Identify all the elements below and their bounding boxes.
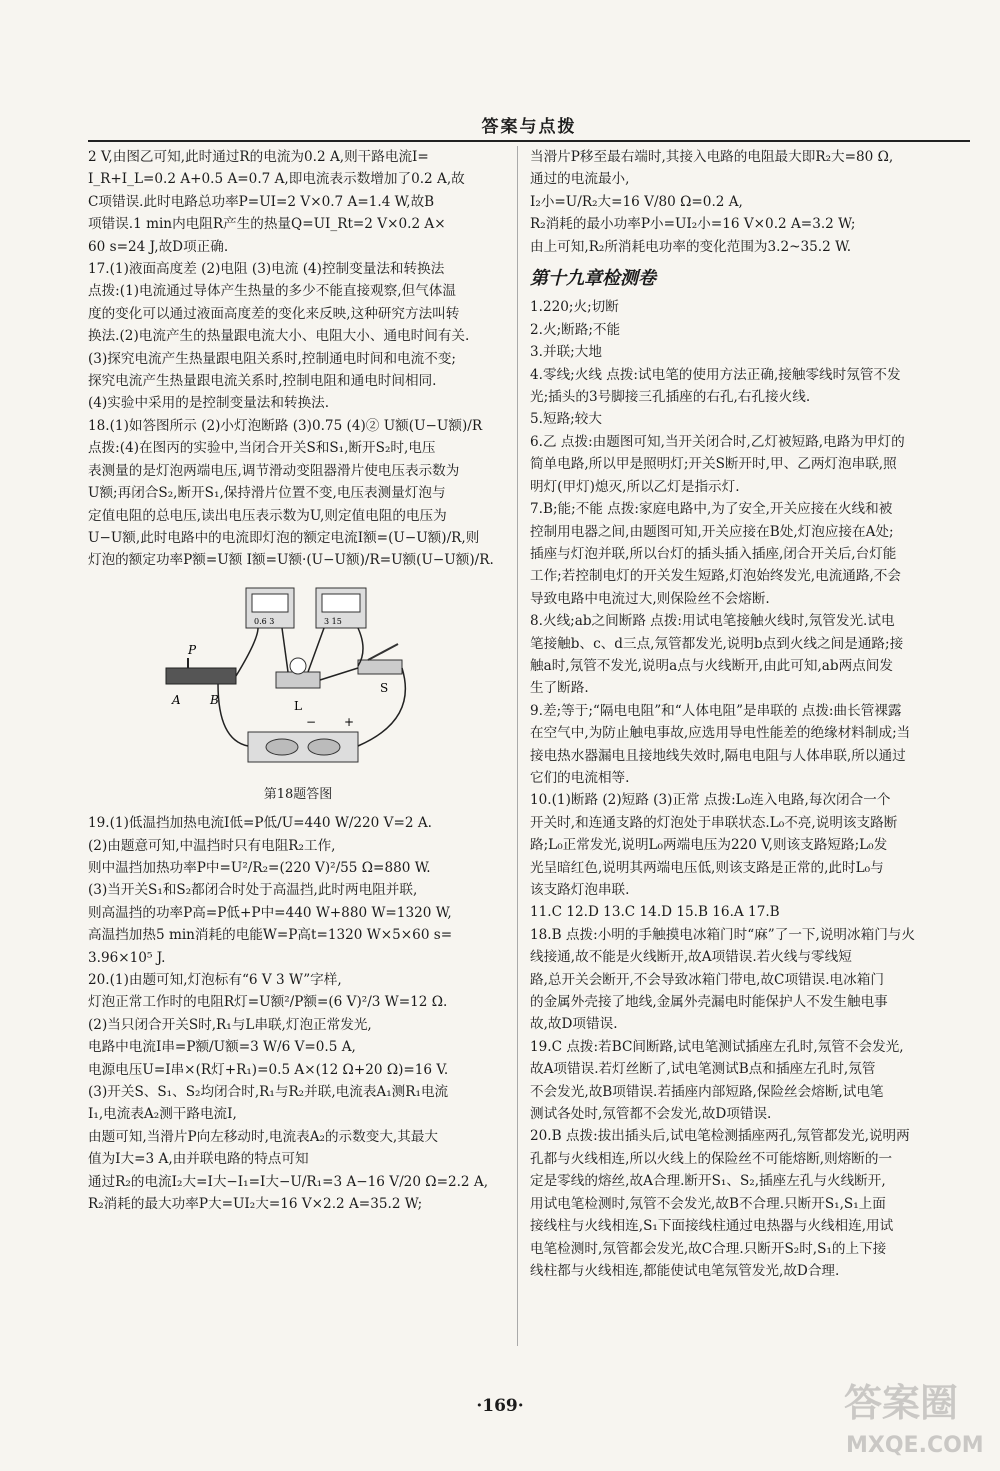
left-text-line: 项错误.1 min内电阻R产生的热量Q=UI_Rt=2 V×0.2 A× [88,216,446,233]
right-text-2-line: 工作;若控制电灯的开关发生短路,灯泡始终发光,电流通路,不会 [530,568,901,585]
watermark-logo [834,1366,994,1461]
label-a: A [172,692,181,707]
left-text-2-line: 3.96×10⁵ J. [88,949,166,966]
right-text-2-line: 触a时,氖管不发光,说明a点与火线断开,由此可知,ab两点间发 [530,657,893,674]
left-text-2-line: (3)开关S、S₁、S₂均闭合时,R₁与R₂并联,电流表A₁测R₁电流 [88,1084,449,1100]
right-text-2-line: 19.C 点拨:若BC间断路,试电笔测试插座左孔时,氖管不会发光, [530,1038,904,1055]
voltmeter-label: 3 15 [324,616,342,626]
left-text-block-2 [88,812,508,1215]
left-text-2-line: (2)当只闭合开关S时,R₁与L串联,灯泡正常发光, [88,1016,372,1033]
page-number: ·169· [476,1396,524,1416]
page-header [88,112,970,140]
right-text-line: 通过的电流最小, [530,171,630,188]
header-title: 答案与点拨 [481,117,577,137]
left-text-line: U额;再闭合S₂,断开S₁,保持滑片位置不变,电压表测量灯泡与 [88,485,446,502]
right-text-2-line: 生了断路. [530,680,589,697]
right-text-2-line: 用试电笔检测时,氖管不会发光,故B不合理.只断开S₁,S₁上面 [530,1195,886,1212]
right-text-2-line: 10.(1)断路 (2)短路 (3)正常 点拨:L₀连入电路,每次闭合一个 [530,792,891,809]
right-text-2-line: 明灯(甲灯)熄灭,所以乙灯是指示灯. [530,478,740,495]
ammeter-label: 0.6 3 [254,616,275,626]
right-text-2-line: 故,故D项错误. [530,1016,618,1033]
right-text-2-line: 不会发光,故B项错误.若插座内部短路,保险丝会熔断,试电笔 [530,1083,884,1100]
left-text-2-line: R₂消耗的最大功率P大=UI₂大=16 V×2.2 A=35.2 W; [88,1196,423,1213]
right-text-2-line: 插座与灯泡并联,所以台灯的插头插入插座,闭合开关后,台灯能 [530,545,897,562]
right-text-2-line: 开关时,和连通支路的灯泡处于串联状态.L₀不亮,说明该支路断 [530,814,898,831]
right-text-2-line: 9.差;等于;“隔电电阻”和“人体电阻”是串联的 点拨:曲长管裸露 [530,702,902,719]
left-text-2-line: 电源电压U=I串×(R灯+R₁)=0.5 A×(12 Ω+20 Ω)=16 V. [88,1061,449,1078]
left-text-line: 点拨:(4)在图丙的实验中,当闭合开关S和S₁,断开S₂时,电压 [88,440,436,457]
left-text-line: I_R+I_L=0.2 A+0.5 A=0.7 A,即电流表示数增加了0.2 A,故 [88,171,465,188]
svg-text:答案圈: 答案圈 [844,1381,959,1425]
label-l: L [294,698,302,713]
right-text-2-line: 笔接触b、c、d三点,氖管都发光,说明b点到火线之间是通路;接 [530,635,904,652]
right-text-2-line: 线接通,故不能是火线断开,故A项错误.若火线与零线短 [530,949,852,966]
label-plus: + [344,714,355,729]
right-text-2-line: 18.B 点拨:小明的手触摸电冰箱门时“麻”了一下,说明冰箱门与火 [530,926,915,943]
right-text-2-line: 7.B;能;不能 点拨:家庭电路中,为了安全,开关应接在火线和被 [530,501,893,518]
right-text-2-line: 20.B 点拨:拔出插头后,试电笔检测插座两孔,氖管都发光,说明两 [530,1128,910,1145]
left-text-line: 换法.(2)电流产生的热量跟电流大小、电阻大小、通电时间有关. [88,328,470,345]
right-text-2-line: 电笔检测时,氖管都会发光,故C合理.只断开S₂时,S₁的上下接 [530,1240,887,1257]
left-column [88,146,508,1215]
left-text-line: 60 s=24 J,故D项正确. [88,238,229,255]
left-text-2-line: I₁,电流表A₂测干路电流I, [88,1106,237,1123]
left-text-line: (4)实验中采用的是控制变量法和转换法. [88,395,330,412]
right-text-2-line: 简单电路,所以甲是照明灯;开关S断开时,甲、乙两灯泡串联,照 [530,456,897,473]
figure-caption: 第18题答图 [263,786,333,802]
label-p: P [188,642,197,657]
column-divider [517,146,518,1346]
left-text-2-line: 灯泡正常工作时的电阻R灯=U额²/P额=(6 V)²/3 W=12 Ω. [88,994,448,1011]
right-text-2-line: 的金属外壳接了地线,金属外壳漏电时能保护人不发生触电事 [530,994,888,1011]
right-text-2-line: 测试各处时,氖管都不会发光,故D项错误. [530,1106,772,1123]
right-text-2-line: 光呈暗红色,说明其两端电压低,则该支路是正常的,此时L₀与 [530,859,884,876]
left-text-line: 表测量的是灯泡两端电压,调节滑动变阻器滑片使电压表示数为 [88,462,460,479]
left-text-2-line: 20.(1)由题可知,灯泡标有“6 V 3 W”字样, [88,971,342,988]
right-text-2-line: 导致电路中电流过大,则保险丝不会熔断. [530,590,770,607]
right-text-2-line: 故A项错误.若灯丝断了,试电笔测试B点和插座左孔时,氖管 [530,1061,876,1078]
right-text-line: I₂小=U/R₂大=16 V/80 Ω=0.2 A, [530,193,743,210]
left-text-2-line: 则高温挡的功率P高=P低+P中=440 W+880 W=1320 W, [88,904,452,921]
section-title: 第十九章检测卷 [530,268,656,290]
right-text-2-line: 11.C 12.D 13.C 14.D 15.B 16.A 17.B [530,904,780,921]
left-text-line: 17.(1)液面高度差 (2)电阻 (3)电流 (4)控制变量法和转换法 [88,261,445,278]
right-text-block-2 [530,296,970,1282]
right-text-line: R₂消耗的最小功率P小=UI₂小=16 V×0.2 A=3.2 W; [530,216,856,233]
label-s: S [380,680,389,695]
right-text-2-line: 它们的电流相等. [530,769,630,786]
right-text-2-line: 3.并联;大地 [530,344,602,361]
left-text-2-line: 则中温挡加热功率P中=U²/R₂=(220 V)²/55 Ω=880 W. [88,859,431,876]
right-text-2-line: 6.乙 点拨:由题图可知,当开关闭合时,乙灯被短路,电路为甲灯的 [530,433,905,450]
right-text-2-line: 接电热水器漏电且接地线失效时,隔电电阻与人体串联,所以通过 [530,747,906,764]
right-text-2-line: 在空气中,为防止触电事故,应选用导电性能差的绝缘材料制成;当 [530,725,911,742]
left-text-line: C项错误.此时电路总功率P=UI=2 V×0.7 A=1.4 W,故B [88,193,435,210]
left-text-line: 定值电阻的总电压,读出电压表示数为U,则定值电阻的电压为 [88,507,447,524]
right-text-2-line: 孔都与火线相连,所以火线上的保险丝不可能熔断,则熔断的一 [530,1150,893,1167]
rheostat-icon [166,668,236,684]
circuit-figure [88,580,508,780]
battery-icon [248,732,358,762]
right-text-2-line: 定是零线的熔丝,故A合理.断开S₁、S₂,插座左孔与火线断开, [530,1173,886,1190]
left-text-2-line: 通过R₂的电流I₂大=I大−I₁=I大−U/R₁=3 A−16 V/20 Ω=2.2 A, [88,1173,489,1190]
left-text-line: 点拨:(1)电流通过导体产生热量的多少不能直接观察,但气体温 [88,283,456,300]
right-text-2-line: 4.零线;火线 点拨:试电笔的使用方法正确,接触零线时氖管不发 [530,366,901,383]
left-text-block-1 [88,146,508,572]
svg-text:MXQE.COM: MXQE.COM [846,1433,984,1458]
right-text-2-line: 5.短路;较大 [530,411,602,428]
right-text-2-line: 光;插头的3号脚接三孔插座的右孔,右孔接火线. [530,389,811,406]
right-text-2-line: 控制用电器之间,由题图可知,开关应接在B处,灯泡应接在A处; [530,523,894,540]
left-text-line: 2 V,由图乙可知,此时通过R的电流为0.2 A,则干路电流I= [88,149,429,165]
right-text-2-line: 线柱都与火线相连,都能使试电笔氖管发光,故D合理. [530,1262,840,1279]
label-b: B [210,692,219,707]
left-text-line: U−U额,此时电路中的电流即灯泡的额定电流I额=(U−U额)/R,则 [88,529,480,546]
right-text-line: 由上可知,R₂所消耗电功率的变化范围为3.2~35.2 W. [530,238,852,255]
left-text-2-line: (2)由题意可知,中温挡时只有电阻R₂工作, [88,837,336,854]
right-text-2-line: 8.火线;ab之间断路 点拨:用试电笔接触火线时,氖管发光.试电 [530,613,895,630]
left-text-2-line: 高温挡加热5 min消耗的电能W=P高t=1320 W×5×60 s= [88,927,453,944]
right-text-2-line: 路;L₀正常发光,说明L₀两端电压为220 V,则该支路短路;L₀发 [530,837,888,854]
right-text-2-line: 1.220;火;切断 [530,299,619,316]
header-rule [88,140,970,142]
switch-icon [358,660,402,674]
left-text-line: (3)探究电流产生热量跟电阻关系时,控制通电时间和电流不变; [88,350,456,367]
left-text-2-line: 由题可知,当滑片P向左移动时,电流表A₂的示数变大,其最大 [88,1128,439,1145]
right-text-2-line: 路,总开关会断开,不会导致冰箱门带电,故C项错误.电冰箱门 [530,971,884,988]
left-text-2-line: 19.(1)低温挡加热电流I低=P低/U=440 W/220 V=2 A. [88,815,432,832]
lamp-icon [290,658,306,674]
left-text-line: 灯泡的额定功率P额=U额 I额=U额·(U−U额)/R=U额(U−U额)/R. [88,552,494,569]
right-text-block-1 [530,146,970,258]
left-text-2-line: (3)当开关S₁和S₂都闭合时处于高温挡,此时两电阻并联, [88,882,418,899]
left-text-line: 18.(1)如答图所示 (2)小灯泡断路 (3)0.75 (4)② U额(U−U额)/R [88,417,483,434]
left-text-2-line: 电路中电流I串=P额/U额=3 W/6 V=0.5 A, [88,1039,356,1056]
label-minus: − [306,714,317,729]
circuit-diagram [158,580,438,780]
left-text-line: 探究电流产生热量跟电流关系时,控制电阻和通电时间相同. [88,373,437,390]
right-column [530,146,970,1282]
right-text-line: 当滑片P移至最右端时,其接入电路的电阻最大即R₂大=80 Ω, [530,149,894,165]
right-text-2-line: 该支路灯泡串联. [530,882,630,898]
left-text-2-line: 值为I大=3 A,由并联电路的特点可知 [88,1151,309,1168]
right-text-2-line: 接线柱与火线相连,S₁下面接线柱通过电热器与火线相连,用试 [530,1218,894,1235]
right-text-2-line: 2.火;断路;不能 [530,321,621,338]
left-text-line: 度的变化可以通过液面高度差的变化来反映,这种研究方法叫转 [88,305,460,322]
